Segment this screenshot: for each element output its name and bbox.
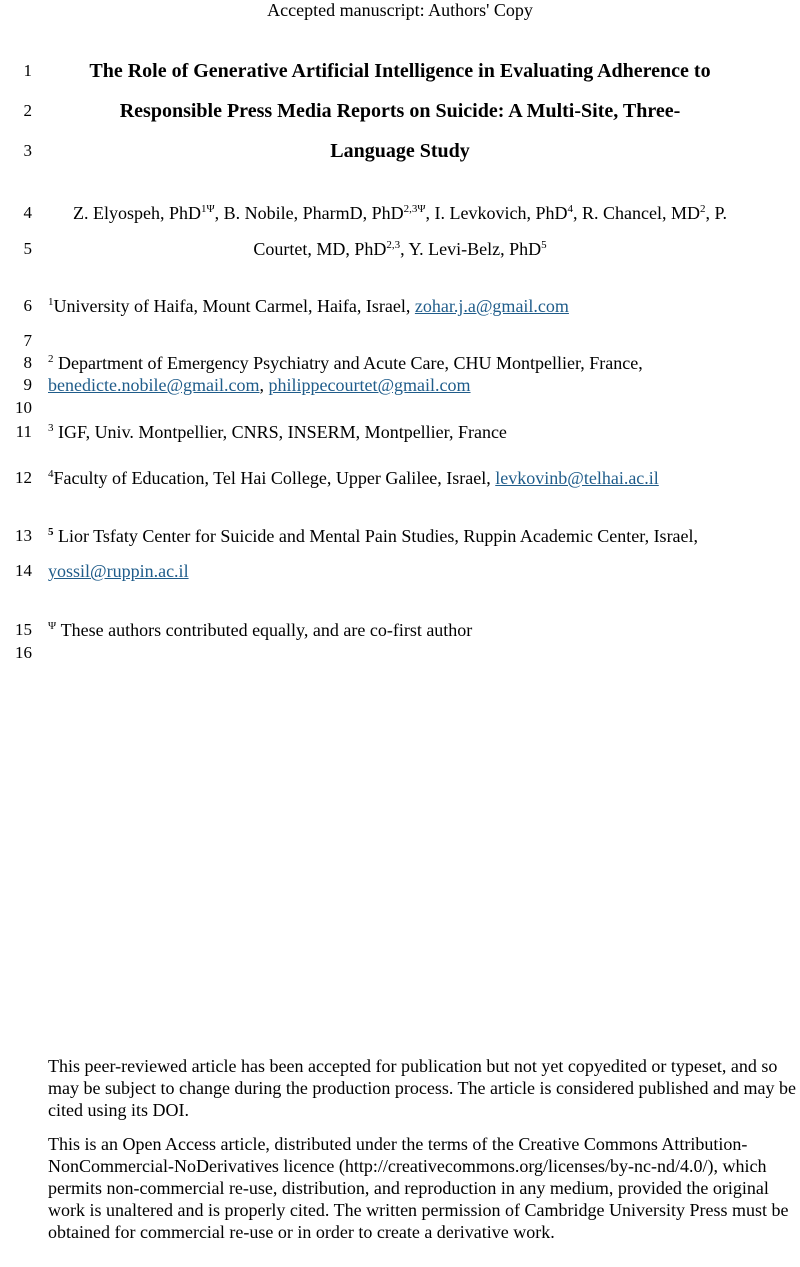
- line-number: 14: [15, 561, 32, 580]
- accepted-manuscript-banner: Accepted manuscript: Authors' Copy: [267, 0, 533, 20]
- email-link-nobile[interactable]: benedicte.nobile@gmail.com: [48, 375, 260, 395]
- line-number: 13: [15, 526, 32, 545]
- line-number: 9: [23, 375, 32, 394]
- affiliation-3: $^3$ IGF, Univ. Montpellier, CNRS, INSERM, Montpellier, France: [48, 422, 507, 442]
- author-list-line-2: Courtet, MD, PhD$^{2,3}$, Y. Levi-Belz, PhD$^5$: [253, 239, 547, 259]
- author-list-line-1: Z. Elyospeh, PhD$^{1\Psi}$, B. Nobile, PharmD, PhD$^{2,3\Psi}$, I. Levkovich, PhD$^4$, R. Chancel, $MD^2$, P.: [73, 203, 727, 223]
- affiliation-5-email: [48, 560, 189, 582]
- affiliation-2-emails: benedicte.nobile@gmail.com, philippecourtet@gmail.com: [48, 375, 471, 395]
- line-number: 7: [23, 331, 32, 350]
- line-number: 2: [23, 101, 32, 120]
- affiliation-5: $^5$ Lior Tsfaty Center for Suicide and Mental Pain Studies, Ruppin Academic Center, Israel,: [48, 526, 699, 546]
- affiliation-1: $^1$University of Haifa, Mount Carmel, Haifa, Israel, zohar.j.a@gmail.com: [48, 296, 569, 316]
- paper-title-line-1: The Role of Generative Artificial Intelligence in Evaluating Adherence to: [89, 60, 711, 82]
- peer-review-notice: This peer-reviewed article has been accepted for publication but not yet copyedited or typeset, and so may be subject to change during the production process. The article is considered published and may be cited using its DOI.: [48, 1056, 796, 1120]
- affiliation-4: $^4$Faculty of Education, Tel Hai College, Upper Galilee, Israel, levkovinb@telhai.ac.il: [48, 468, 659, 488]
- line-number: 12: [15, 468, 32, 487]
- co-first-author-note: $^\Psi$ These authors contributed equally, and are co-first author: [48, 620, 473, 640]
- paper-title-line-3: Language Study: [330, 140, 470, 162]
- line-number: 11: [15, 422, 32, 441]
- email-link-levi-belz[interactable]: yossil@ruppin.ac.il: [48, 561, 189, 581]
- open-access-notice: This is an Open Access article, distributed under the terms of the Creative Commons Attribution-NonCommercial-NoDerivatives licence (http://creativecommons.org/licenses/by-nc-nd/4.0/), which permits non-commercial re-use, distribution, and reproduction in any medium, provided the original work is unaltered and is properly cited. The written permission of Cambridge University Press must be obtained for commercial re-use or in order to create a derivative work.: [48, 1134, 789, 1242]
- affiliation-2: $^2$ Department of Emergency Psychiatry and Acute Care, CHU Montpellier, France,: [48, 353, 643, 373]
- line-number: 15: [15, 620, 32, 639]
- line-number: 3: [23, 141, 32, 160]
- line-number: 1: [23, 61, 32, 80]
- line-number: 10: [15, 398, 32, 417]
- line-number: 4: [23, 203, 32, 222]
- line-number: 6: [23, 296, 32, 315]
- line-number: 5: [23, 239, 32, 258]
- line-number: 16: [15, 643, 32, 662]
- paper-title-line-2: Responsible Press Media Reports on Suicide: A Multi-Site, Three-: [119, 100, 681, 122]
- email-link-zohar[interactable]: zohar.j.a@gmail.com: [414, 296, 569, 316]
- line-number: 8: [23, 353, 32, 372]
- email-link-courtet[interactable]: philippecourtet@gmail.com: [268, 375, 471, 395]
- email-link-levkovich[interactable]: levkovinb@telhai.ac.il: [495, 468, 659, 488]
